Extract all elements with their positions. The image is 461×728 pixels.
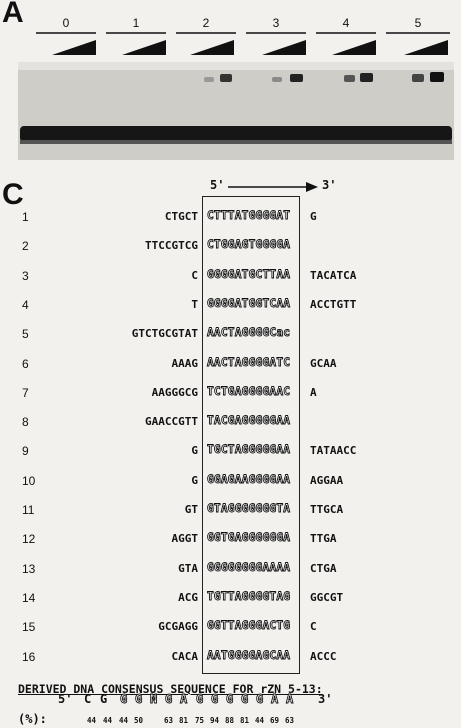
row-number: 15 [22, 620, 36, 635]
flanking-5prime-sequence: T [191, 297, 198, 311]
flanking-3prime-sequence: TTGA [310, 532, 337, 546]
row-number: 13 [22, 561, 36, 576]
core-sequence: TGTTAGGGGTAG [207, 589, 291, 603]
flanking-3prime-sequence: ACCTGTT [310, 297, 357, 311]
flanking-5prime-sequence: GTA [178, 561, 198, 575]
core-sequence: GGAGAAGGGGAA [207, 472, 291, 486]
percent-value: 63 [285, 716, 295, 725]
row-number: 6 [22, 356, 29, 371]
consensus-base: G [165, 692, 173, 706]
row-number: 8 [22, 415, 29, 430]
row-number: 3 [22, 268, 29, 283]
row-number: 4 [22, 297, 29, 312]
flanking-5prime-sequence: AAAG [171, 356, 198, 370]
flanking-3prime-sequence: GCAA [310, 356, 337, 370]
flanking-3prime-sequence: A [310, 385, 317, 399]
core-sequence: GGTGAGGGGGGA [207, 531, 291, 545]
percent-value: 44 [255, 716, 265, 725]
percent-value: 69 [270, 716, 280, 725]
consensus-base: G [196, 692, 204, 706]
panel-c-label: C [2, 178, 24, 211]
flanking-5prime-sequence: CACA [171, 649, 198, 663]
flanking-5prime-sequence: AAGGGCG [151, 385, 198, 399]
gel-image [0, 0, 461, 180]
flanking-3prime-sequence: CTGA [310, 561, 337, 575]
gel-background [18, 62, 454, 160]
percent-value: 44 [103, 716, 113, 725]
consensus-base: G [120, 692, 128, 706]
flanking-3prime-sequence: G [310, 210, 317, 223]
row-number: 16 [22, 649, 36, 664]
row-number: 10 [22, 473, 36, 488]
consensus-base: G [135, 692, 143, 706]
consensus-base: G [241, 692, 249, 706]
consensus-3prime: 3' [318, 692, 333, 706]
flanking-5prime-sequence: GTCTGCGTAT [131, 327, 198, 341]
core-sequence: GGGGGGGGAAAA [207, 560, 291, 574]
consensus-base: A [271, 692, 279, 706]
panel-a-label: A [2, 0, 24, 29]
percent-value: 88 [225, 716, 235, 725]
row-number: 1 [22, 210, 29, 224]
percent-value: 63 [164, 716, 174, 725]
core-sequence: GGGGATGCTTAA [207, 267, 291, 281]
core-sequence: GGTTAGGGACTG [207, 619, 291, 633]
flanking-3prime-sequence: AGGAA [310, 473, 344, 487]
consensus-base: C [84, 692, 92, 706]
core-sequence: AACTAGGGGATC [207, 355, 291, 369]
row-number: 11 [22, 503, 35, 517]
percent-value: 75 [195, 716, 205, 725]
consensus-base: A [286, 692, 294, 706]
row-number: 12 [22, 532, 36, 547]
row-number: 2 [22, 239, 29, 254]
consensus-base: G [100, 692, 108, 706]
core-sequence: CTTTATGGGGAT [207, 209, 291, 222]
flanking-5prime-sequence: G [191, 444, 198, 458]
core-sequence: GTAGGGGGGGTA [207, 502, 291, 515]
percent-value: 81 [240, 716, 250, 725]
percent-value: 44 [119, 716, 129, 725]
flanking-3prime-sequence: TTGCA [310, 503, 344, 516]
percent-value: 44 [87, 716, 97, 725]
core-sequence: AACTAGGGGCac [207, 326, 291, 340]
core-sequence: TCTGAGGGGAAC [207, 384, 291, 398]
lane-label: 5 [414, 16, 422, 30]
flanking-3prime-sequence: TACATCA [310, 268, 357, 282]
flanking-5prime-sequence: C [191, 268, 198, 282]
consensus-base: G [211, 692, 219, 706]
lane-label: 1 [132, 16, 140, 30]
row-number: 14 [22, 590, 36, 605]
flanking-3prime-sequence: C [310, 620, 317, 634]
lane-label: 3 [272, 16, 280, 30]
flanking-5prime-sequence: GT [184, 503, 198, 516]
core-sequence: GGGGATGGTCAA [207, 296, 291, 310]
lane-label: 2 [202, 16, 210, 30]
flanking-5prime-sequence: AGGT [171, 532, 198, 546]
percent-value: 50 [134, 716, 144, 725]
row-number: 5 [22, 327, 29, 342]
direction-3prime: 3' [322, 178, 337, 192]
flanking-3prime-sequence: TATAACC [310, 444, 357, 458]
free-probe-bands [20, 126, 452, 142]
percent-value: 94 [210, 716, 220, 725]
direction-5prime: 5' [210, 178, 225, 192]
consensus-base: N [150, 692, 158, 706]
consensus-base: G [226, 692, 234, 706]
row-number: 7 [22, 385, 29, 400]
consensus-base: G [256, 692, 264, 706]
flanking-5prime-sequence: CTGCT [164, 210, 198, 223]
percent-label: (%): [18, 712, 47, 726]
core-sequence: TACGAGGGGGAA [207, 414, 291, 428]
consensus-title: DERIVED DNA CONSENSUS SEQUENCE FOR rZN 5-13: [18, 682, 323, 696]
direction-arrow [228, 180, 328, 194]
core-sequence: AATGGGGAGCAA [207, 648, 291, 662]
flanking-5prime-sequence: GCGAGG [158, 620, 198, 634]
flanking-3prime-sequence: ACCC [310, 649, 337, 663]
row-number: 9 [22, 444, 29, 459]
gradient-triangles [52, 40, 448, 55]
consensus-base: A [180, 692, 188, 706]
flanking-5prime-sequence: GAACCGTT [145, 415, 198, 429]
core-sequence: TGCTAGGGGGAA [207, 443, 291, 457]
percent-value: 81 [179, 716, 189, 725]
lane-label: 0 [62, 16, 70, 30]
lane-label: 4 [342, 16, 350, 30]
flanking-3prime-sequence: GGCGT [310, 590, 344, 604]
consensus-5prime: 5' [58, 692, 73, 706]
flanking-5prime-sequence: G [191, 473, 198, 487]
flanking-5prime-sequence: ACG [178, 590, 198, 604]
flanking-5prime-sequence: TTCCGTCG [145, 239, 198, 253]
core-sequence: CTGGAGTGGGGA [207, 238, 291, 252]
